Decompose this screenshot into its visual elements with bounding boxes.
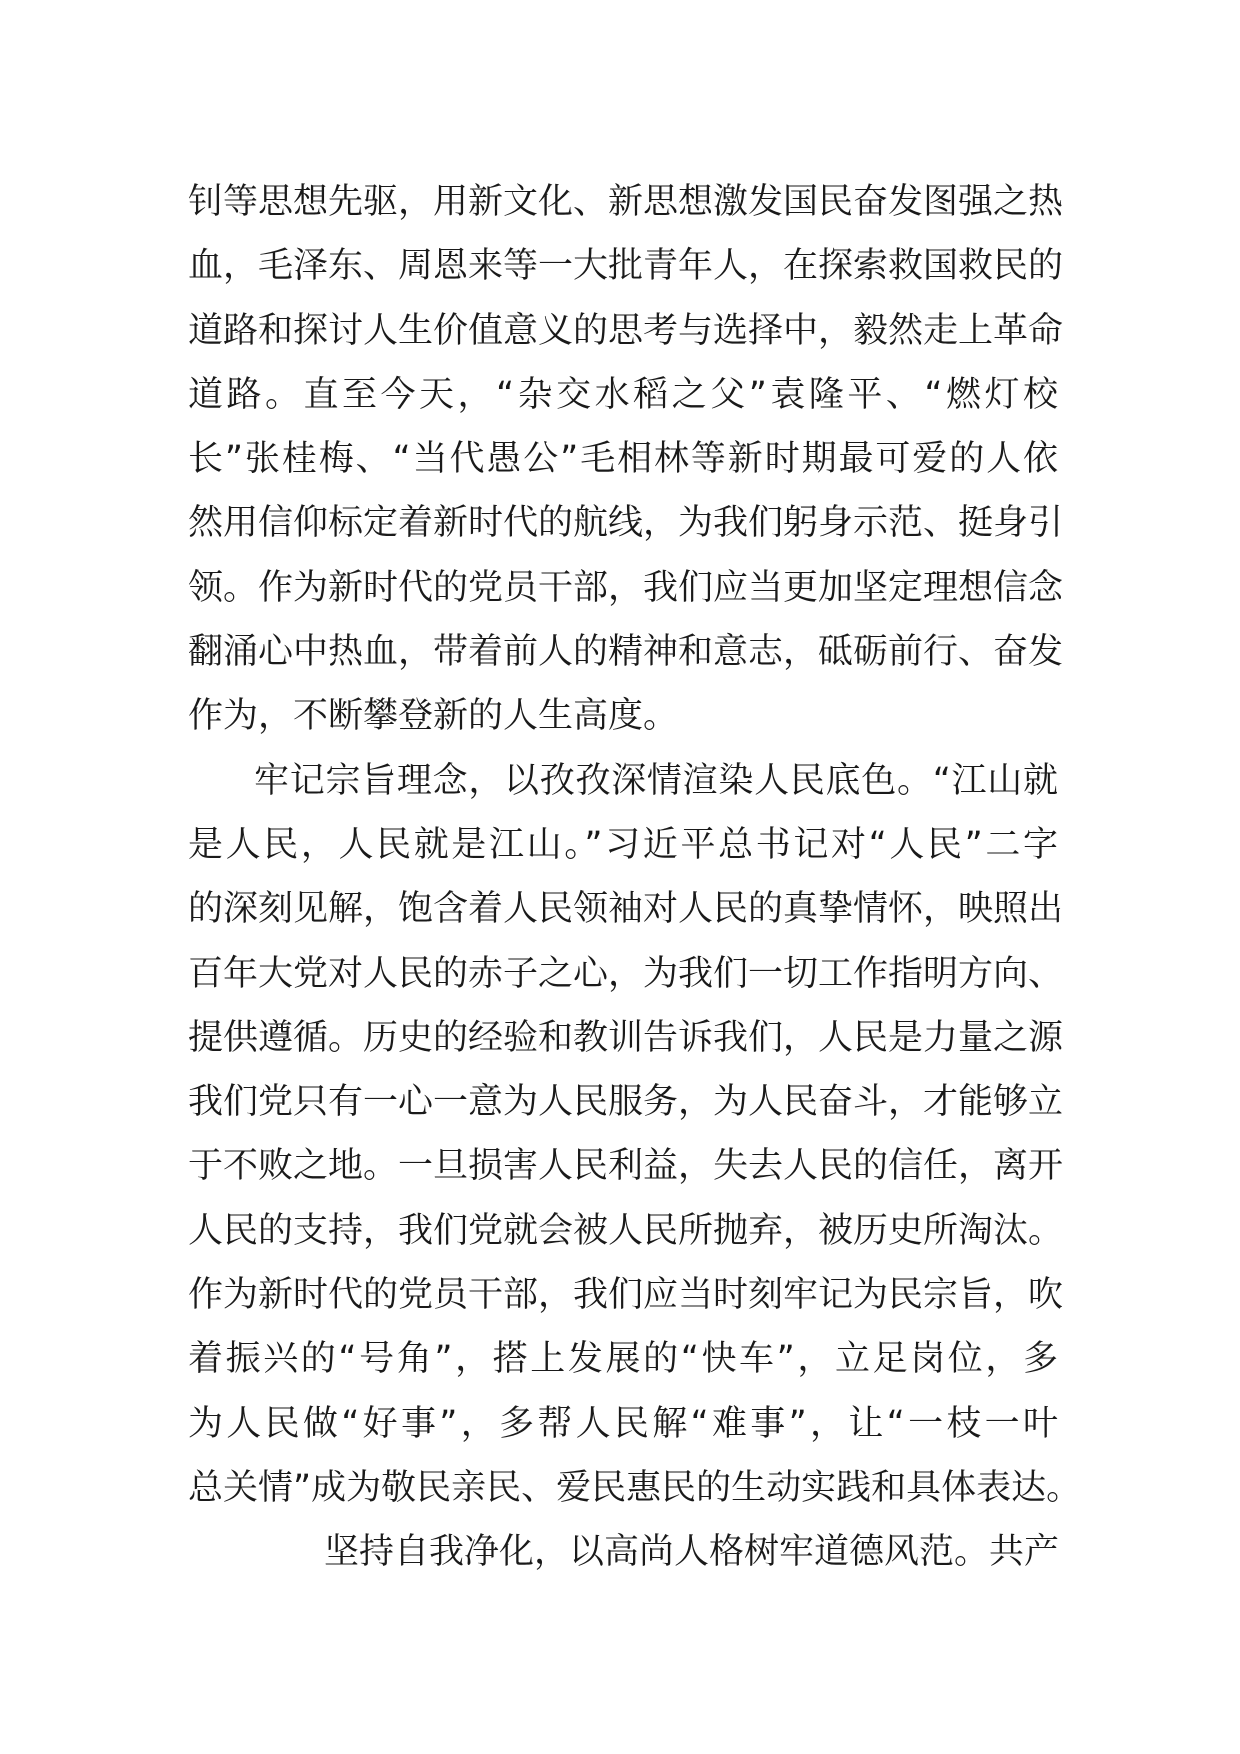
paragraph-ideals	[188, 170, 1064, 749]
text-line: 提供遵循。历史的经验和教训告诉我们，人民是力量之源	[188, 1017, 1064, 1058]
text-line: 作为，不断攀登新的人生高度。	[188, 696, 679, 737]
text-line: 钊等思想先驱，用新文化、新思想激发国民奋发图强之热	[188, 182, 1064, 222]
paragraph-people	[188, 749, 1082, 1521]
text-line: 作为新时代的党员干部，我们应当时刻牢记为民宗旨，吹	[188, 1275, 1064, 1316]
text-line: 领。作为新时代的党员干部，我们应当更加坚定理想信念	[188, 567, 1064, 608]
text-line: 人民的支持，我们党就会被人民所抛弃，被历史所淘汰。	[188, 1210, 1064, 1251]
text-line: 坚持自我净化，以高尚人格树牢道德风范。共产	[324, 1532, 1060, 1573]
paragraph-self-purification	[188, 1520, 1058, 1584]
text-line: 我们党只有一心一意为人民服务，为人民奋斗，才能够立	[188, 1082, 1064, 1123]
text-line: 是人民，人民就是江山。”习近平总书记对“人民”二字	[188, 824, 1058, 865]
document-body	[188, 170, 1082, 1585]
text-line: 百年大党对人民的赤子之心，为我们一切工作指明方向、	[188, 953, 1064, 994]
text-line: 长”张桂梅、“当代愚公”毛相林等新时期最可爱的人依	[188, 439, 1058, 480]
text-line: 着振兴的“号角”，搭上发展的“快车”，立足岗位，多	[188, 1339, 1058, 1380]
text-line: 道路和探讨人生价值意义的思考与选择中，毅然走上革命	[188, 310, 1064, 351]
text-line: 道路。直至今天，“杂交水稻之父”袁隆平、“燃灯校	[188, 374, 1058, 415]
text-line: 牢记宗旨理念，以孜孜深情渲染人民底色。“江山就	[254, 760, 1058, 801]
text-line: 翻涌心中热血，带着前人的精神和意志，砥砺前行、奋发	[188, 632, 1064, 673]
text-line: 然用信仰标定着新时代的航线，为我们躬身示范、挺身引	[188, 503, 1064, 544]
text-line: 为人民做“好事”，多帮人民解“难事”，让“一枝一叶	[188, 1403, 1058, 1444]
text-line: 血，毛泽东、周恩来等一大批青年人，在探索救国救民的	[188, 246, 1064, 287]
text-line: 的深刻见解，饱含着人民领袖对人民的真挚情怀，映照出	[188, 889, 1064, 930]
text-line: 于不败之地。一旦损害人民利益，失去人民的信任，离开	[188, 1146, 1064, 1187]
text-line: 总关情”成为敬民亲民、爱民惠民的生动实践和具体表达。	[188, 1467, 1082, 1508]
